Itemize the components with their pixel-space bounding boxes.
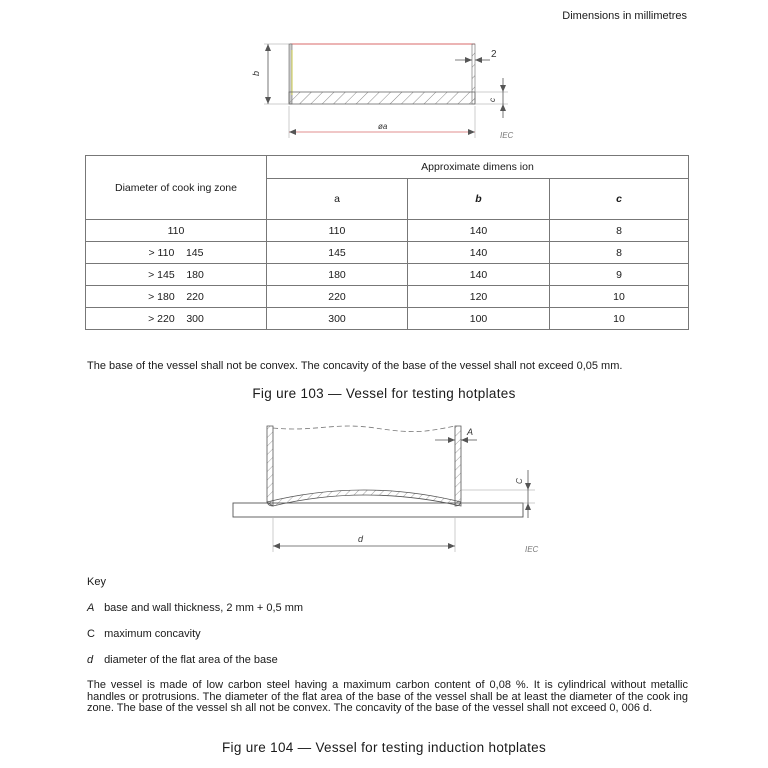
figure-103-drawing [250, 40, 550, 140]
table-row [86, 242, 689, 264]
figure-103-caption: Fig ure 103 — Vessel for testing hotplates [252, 386, 516, 401]
dim-label-a: øa [378, 122, 388, 131]
cell-a: 220 [267, 286, 408, 308]
col-header-a: a [267, 179, 408, 220]
cell-b: 120 [408, 286, 550, 308]
dimensions-table [85, 155, 689, 330]
table-row [86, 286, 689, 308]
key-symbol: A [87, 602, 95, 614]
key-item [87, 602, 303, 614]
key-symbol: d [87, 654, 94, 666]
dim-label-d: d [358, 534, 364, 544]
key-text: diameter of the flat area of the base [104, 654, 278, 666]
key-text: maximum concavity [104, 628, 201, 640]
cell-a: 300 [267, 308, 408, 330]
cell-c: 9 [550, 264, 689, 286]
cell-c: 10 [550, 286, 689, 308]
cell-b: 140 [408, 264, 550, 286]
cell-zone: > 145 180 [86, 264, 267, 286]
cell-a: 180 [267, 264, 408, 286]
cell-a: 145 [267, 242, 408, 264]
figure-103-note: The base of the vessel shall not be convex. The concavity of the base of the vessel shall not exceed 0,05 mm. [87, 360, 623, 372]
description-paragraph: The vessel is made of low carbon steel having a maximum carbon content of 0,08 %. It is cylindrical without metallic handles or protrusions. The diameter of the flat area of the base of the vessel shall be at least the diameter of the cook ing zone. The base of the vessel sh all not be convex. The concavity of the base of the vessel shall not exceed 0, 006 d. [87, 679, 688, 714]
cell-zone: > 180 220 [86, 286, 267, 308]
dim-label-b: b [251, 70, 261, 76]
table-row [86, 220, 689, 242]
dim-label-2: 2 [491, 49, 497, 60]
key-title: Key [87, 576, 106, 588]
cell-zone: > 110 145 [86, 242, 267, 264]
cell-b: 140 [408, 220, 550, 242]
dimensions-note: Dimensions in millimetres [562, 10, 687, 22]
table-row [86, 264, 689, 286]
cell-zone: 110 [86, 220, 267, 242]
col-header-group: Approximate dimens ion [267, 156, 689, 179]
col-header-c: c [550, 179, 689, 220]
key-item [87, 628, 201, 640]
dim-label-A: A [467, 427, 474, 437]
key-item [87, 654, 278, 666]
cell-c: 10 [550, 308, 689, 330]
figure-104-drawing [225, 420, 555, 560]
iec-mark-103: IEC [500, 131, 514, 140]
col-header-zone: Diameter of cook ing zone [86, 156, 267, 220]
cell-c: 8 [550, 242, 689, 264]
cell-a: 110 [267, 220, 408, 242]
key-text: base and wall thickness, 2 mm + 0,5 mm [104, 602, 304, 614]
table-row [86, 308, 689, 330]
cell-b: 100 [408, 308, 550, 330]
figure-104-caption: Fig ure 104 — Vessel for testing induction hotplates [221, 740, 547, 755]
dim-label-c: c [488, 98, 497, 102]
cell-b: 140 [408, 242, 550, 264]
dim-label-C: C [515, 478, 524, 484]
iec-mark-104: IEC [525, 545, 539, 554]
cell-zone: > 220 300 [86, 308, 267, 330]
key-symbol: C [87, 628, 95, 640]
cell-c: 8 [550, 220, 689, 242]
col-header-b: b [408, 179, 550, 220]
